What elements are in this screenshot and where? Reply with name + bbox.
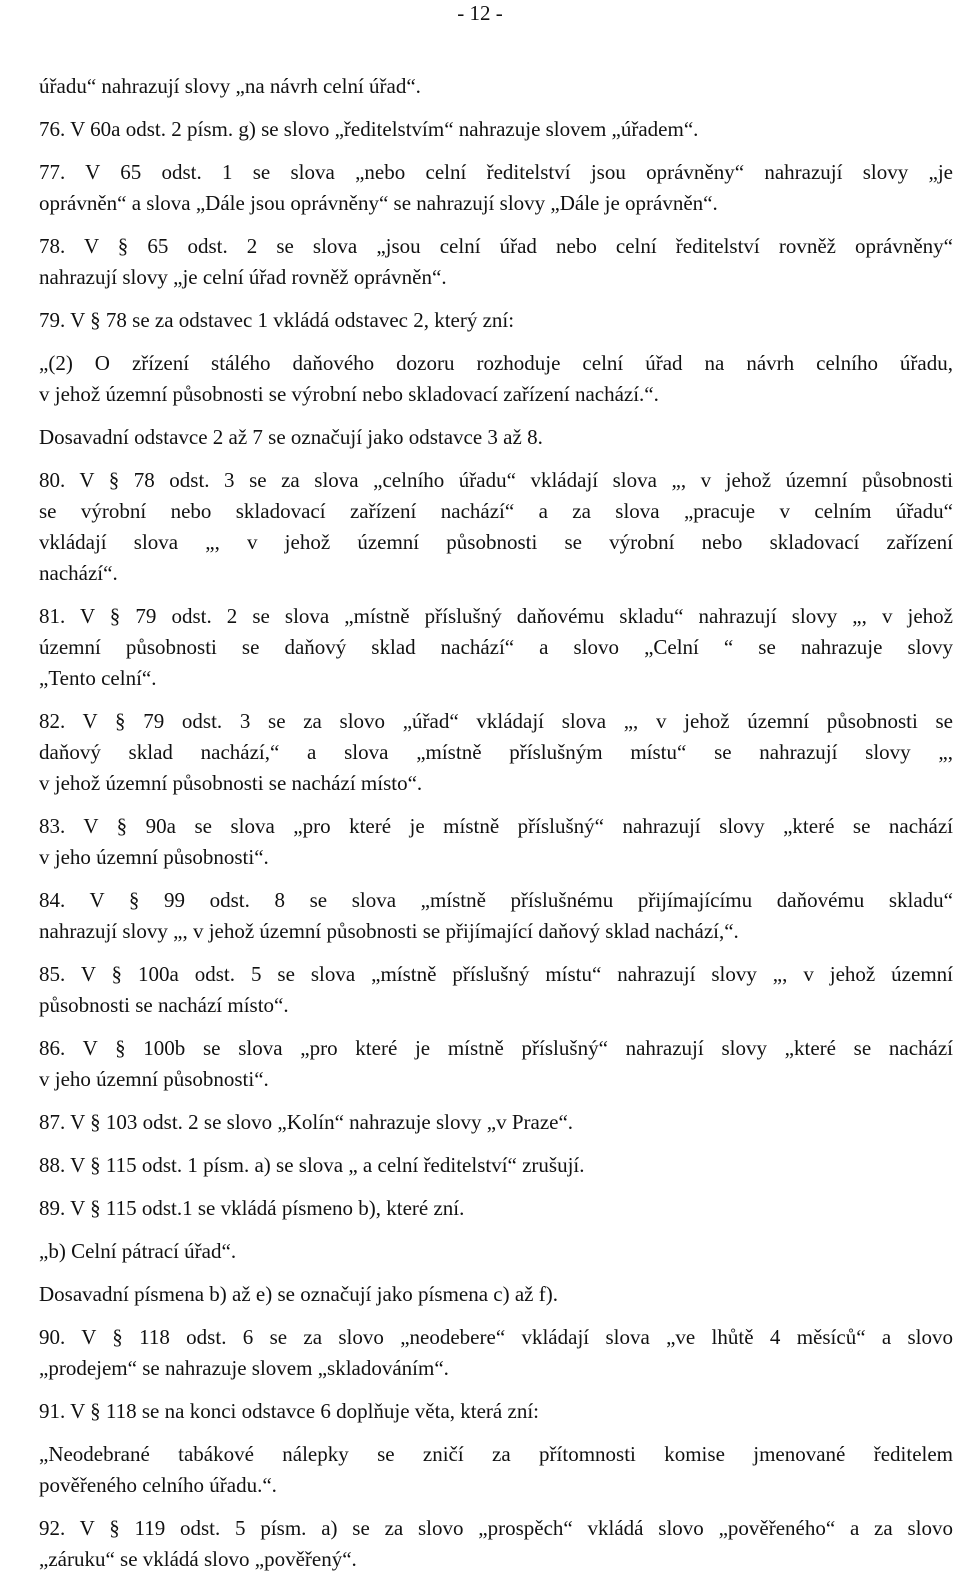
text-line: 79. V § 78 se za odstavec 1 vkládá odstavec 2, který zní: (39, 308, 515, 332)
paragraph (39, 1279, 953, 1310)
text-line: úřadu“ nahrazují slovy „na návrh celní úřad“. (39, 74, 421, 98)
text-line: 85. V § 100a odst. 5 se slova „místně příslušný místu“ nahrazují slovy „, v jehož územní (39, 962, 953, 986)
text-line: 91. V § 118 se na konci odstavce 6 doplňuje věta, která zní: (39, 1399, 539, 1423)
text-line: 77. V 65 odst. 1 se slova „nebo celní ředitelství jsou oprávněny“ nahrazují slovy „je (39, 160, 953, 184)
page-number: - 12 - (457, 1, 503, 25)
text-line: 86. V § 100b se slova „pro které je místně příslušný“ nahrazují slovy „které se nachází (39, 1036, 953, 1060)
document-body (39, 71, 953, 1575)
text-line: „Neodebrané tabákové nálepky se zničí za přítomnosti komise jmenované ředitelem (39, 1442, 953, 1466)
text-line: „Tento celní“. (39, 666, 157, 690)
paragraph (39, 231, 953, 293)
text-line: působnosti se nachází místo“. (39, 993, 289, 1017)
text-line: 82. V § 79 odst. 3 se za slovo „úřad“ vkládají slova „, v jehož územní působnosti se (39, 709, 953, 733)
text-line: se výrobní nebo skladovací zařízení nachází“ a za slova „pracuje v celním úřadu“ (39, 499, 953, 523)
paragraph (39, 1193, 953, 1224)
paragraph (39, 348, 953, 410)
text-line: 84. V § 99 odst. 8 se slova „místně příslušnému přijímajícímu daňovému skladu“ (39, 888, 953, 912)
paragraph (39, 885, 953, 947)
text-line: 89. V § 115 odst.1 se vkládá písmeno b), které zní. (39, 1196, 465, 1220)
paragraph (39, 1033, 953, 1095)
text-line: v jeho územní působnosti“. (39, 1067, 269, 1091)
text-line: 80. V § 78 odst. 3 se za slova „celního úřadu“ vkládají slova „, v jehož územní působnosti (39, 468, 953, 492)
text-line: „b) Celní pátrací úřad“. (39, 1239, 237, 1263)
text-line: 81. V § 79 odst. 2 se slova „místně příslušný daňovému skladu“ nahrazují slovy „, v jehož (39, 604, 953, 628)
text-line: vkládají slova „, v jehož územní působnosti se výrobní nebo skladovací zařízení (39, 530, 953, 554)
text-line: pověřeného celního úřadu.“. (39, 1473, 277, 1497)
text-line: oprávněn“ a slova „Dále jsou oprávněny“ se nahrazují slovy „Dále je oprávněn“. (39, 191, 718, 215)
text-line: daňový sklad nachází,“ a slova „místně příslušným místu“ se nahrazují slovy „, (39, 740, 953, 764)
text-line: 88. V § 115 odst. 1 písm. a) se slova „ a celní ředitelství“ zrušují. (39, 1153, 585, 1177)
paragraph (39, 1322, 953, 1384)
paragraph (39, 422, 953, 453)
paragraph (39, 1396, 953, 1427)
paragraph (39, 811, 953, 873)
paragraph (39, 114, 953, 145)
text-line: v jehož územní působnosti se nachází místo“. (39, 771, 423, 795)
text-line: v jeho územní působnosti“. (39, 845, 269, 869)
text-line: v jehož územní působnosti se výrobní nebo skladovací zařízení nachází.“. (39, 382, 659, 406)
text-line: územní působnosti se daňový sklad nachází“ a slovo „Celní “ se nahrazuje slovy (39, 635, 953, 659)
paragraph (39, 706, 953, 799)
text-line: 78. V § 65 odst. 2 se slova „jsou celní úřad nebo celní ředitelství rovněž oprávněny“ (39, 234, 953, 258)
paragraph (39, 1513, 953, 1575)
text-line: nahrazují slovy „, v jehož územní působnosti se přijímající daňový sklad nachází,“. (39, 919, 739, 943)
paragraph (39, 1439, 953, 1501)
text-line: „prodejem“ se nahrazuje slovem „skladováním“. (39, 1356, 449, 1380)
paragraph (39, 157, 953, 219)
paragraph (39, 1107, 953, 1138)
text-line: Dosavadní odstavce 2 až 7 se označují jako odstavce 3 až 8. (39, 425, 543, 449)
text-line: „záruku“ se vkládá slovo „pověřený“. (39, 1547, 357, 1571)
paragraph (39, 71, 953, 102)
text-line: nachází“. (39, 561, 118, 585)
text-line: 87. V § 103 odst. 2 se slovo „Kolín“ nahrazuje slovy „v Praze“. (39, 1110, 574, 1134)
paragraph (39, 601, 953, 694)
text-line: Dosavadní písmena b) až e) se označují jako písmena c) až f). (39, 1282, 558, 1306)
paragraph (39, 959, 953, 1021)
text-line: „(2) O zřízení stálého daňového dozoru rozhoduje celní úřad na návrh celního úřadu, (39, 351, 953, 375)
text-line: 90. V § 118 odst. 6 se za slovo „neodebere“ vkládají slova „ve lhůtě 4 měsíců“ a slovo (39, 1325, 953, 1349)
paragraph (39, 1236, 953, 1267)
text-line: 76. V 60a odst. 2 písm. g) se slovo „ředitelstvím“ nahrazuje slovem „úřadem“. (39, 117, 699, 141)
text-line: 83. V § 90a se slova „pro které je místně příslušný“ nahrazují slovy „které se nachází (39, 814, 953, 838)
paragraph (39, 465, 953, 589)
paragraph (39, 305, 953, 336)
paragraph (39, 1150, 953, 1181)
text-line: nahrazují slovy „je celní úřad rovněž oprávněn“. (39, 265, 447, 289)
text-line: 92. V § 119 odst. 5 písm. a) se za slovo „prospěch“ vkládá slovo „pověřeného“ a za slovo (39, 1516, 953, 1540)
